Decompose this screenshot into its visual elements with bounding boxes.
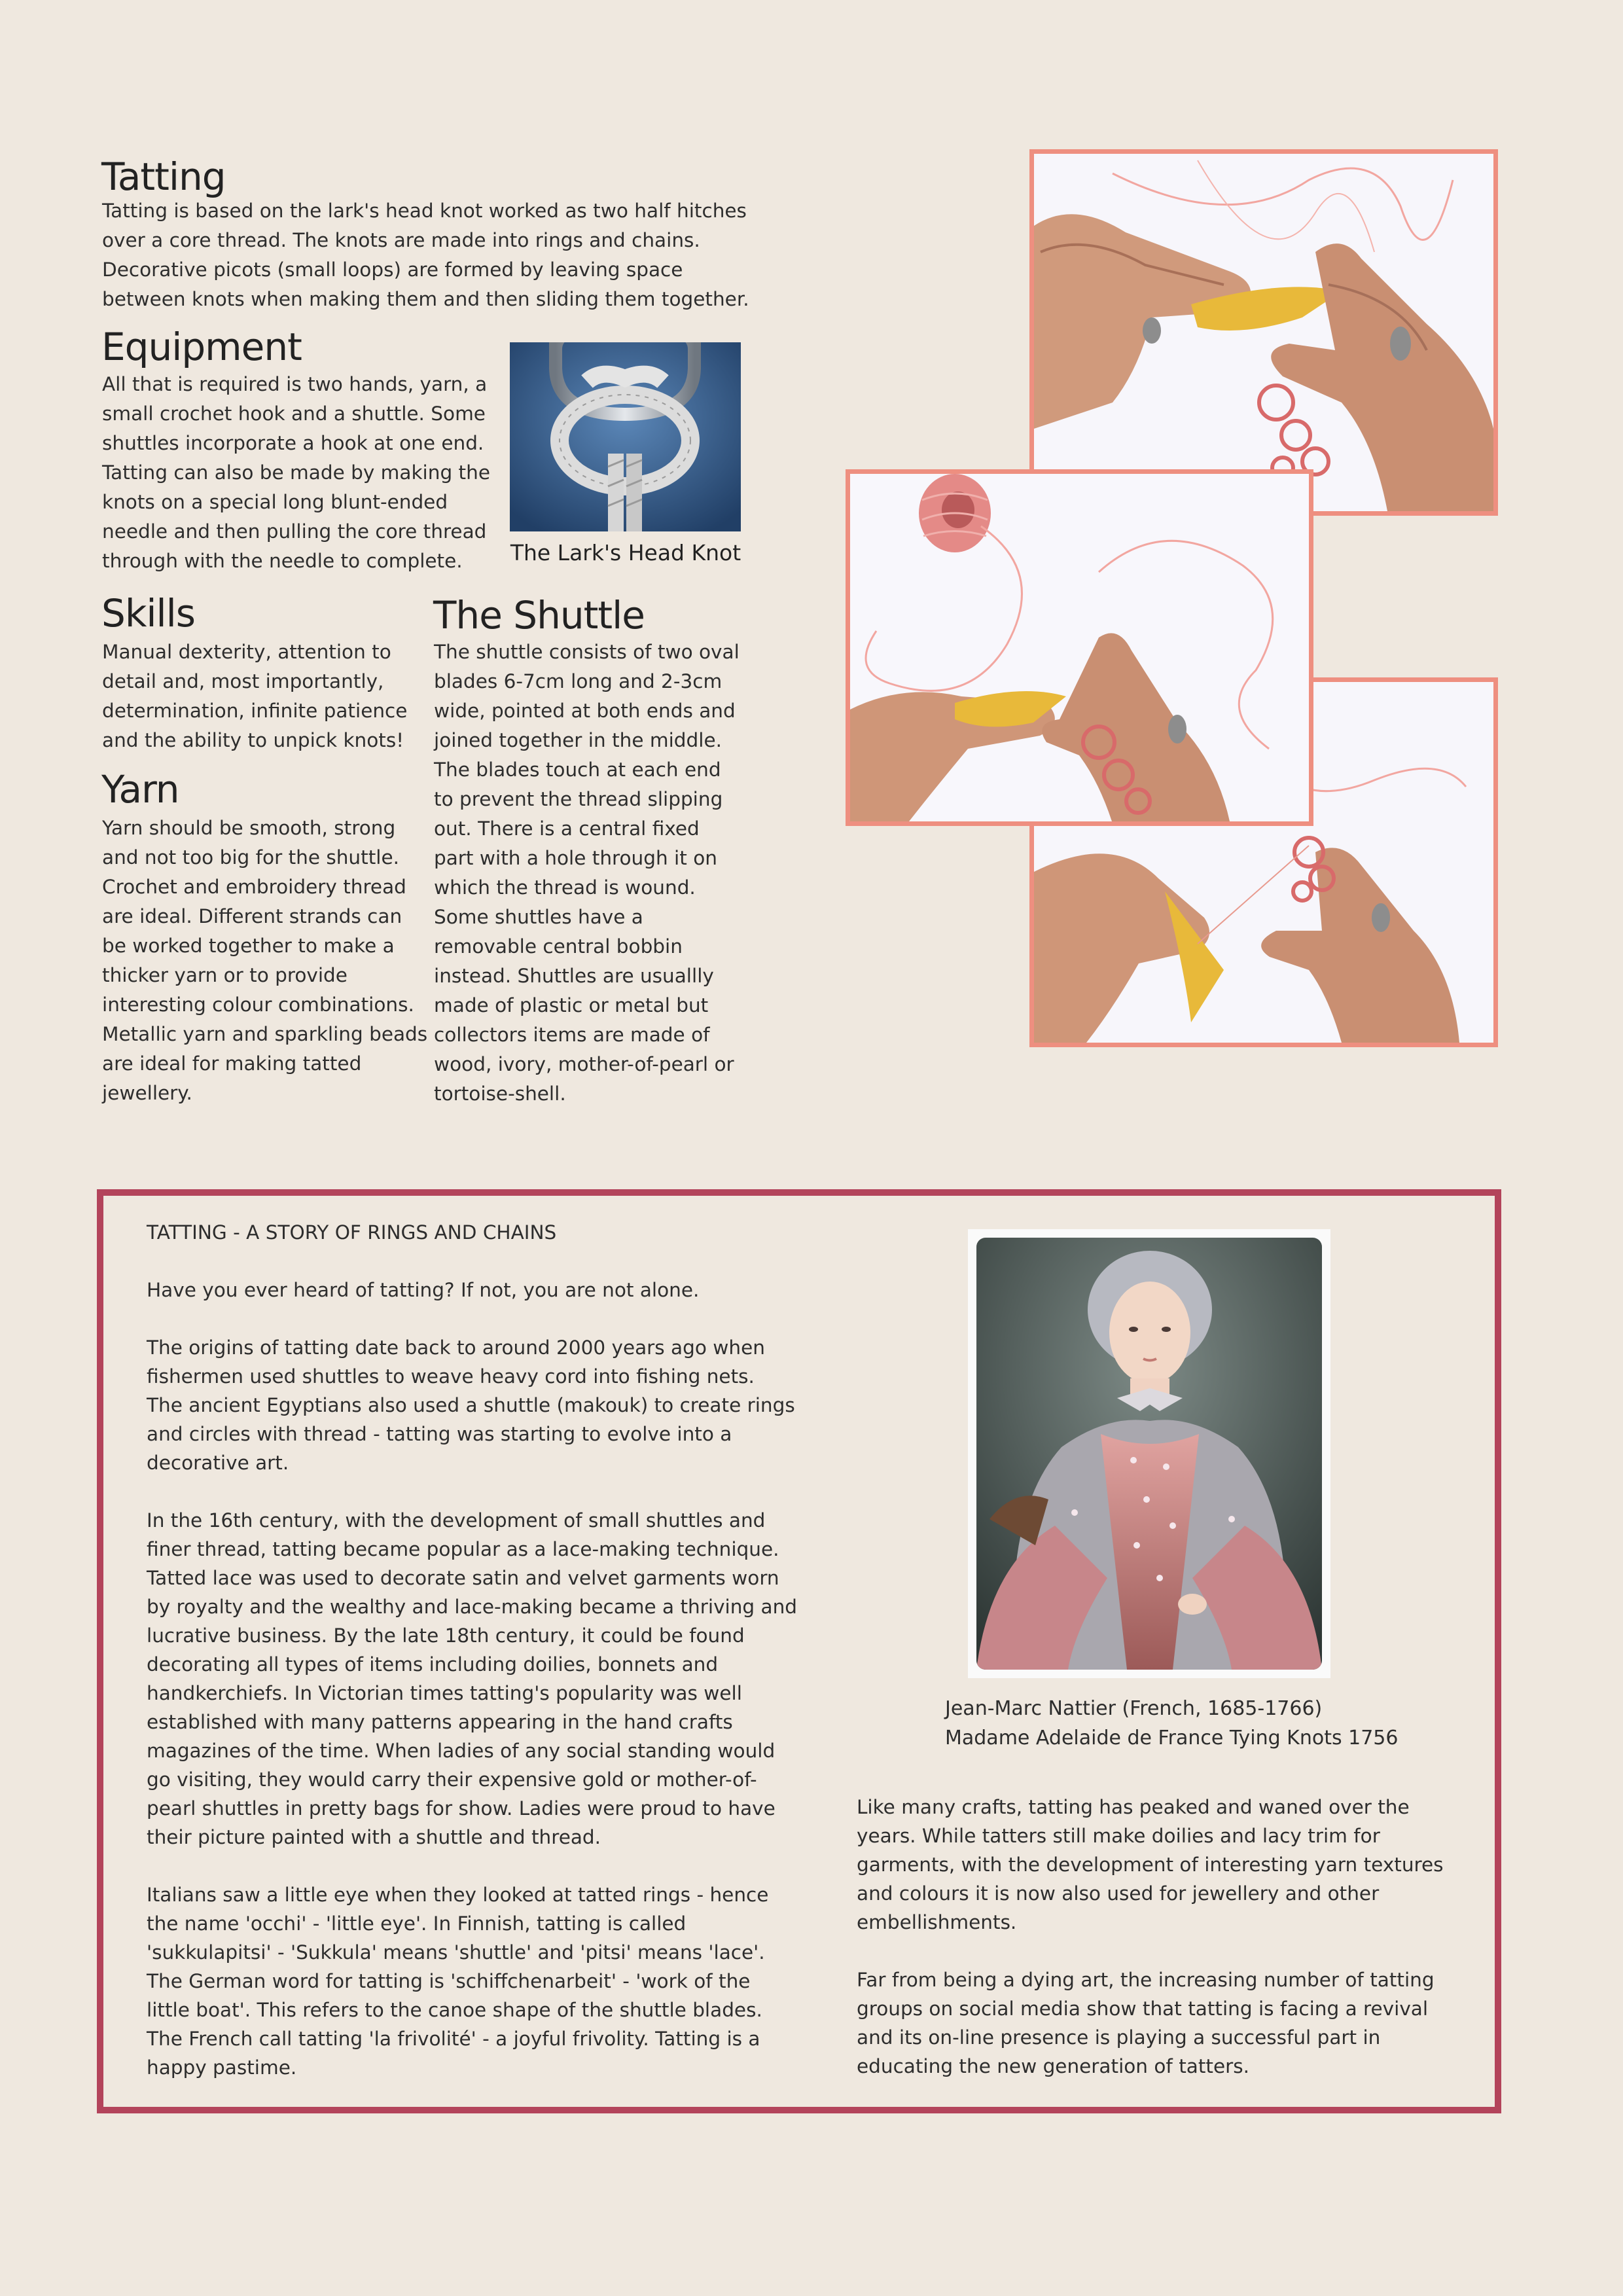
story-intro: Have you ever heard of tatting? If not, you are not alone.	[147, 1279, 700, 1301]
larks-head-caption: The Lark's Head Knot	[510, 540, 741, 565]
shuttle-heading: The Shuttle	[433, 593, 645, 637]
portrait-painting	[968, 1229, 1330, 1678]
tatting-heading: Tatting	[101, 154, 226, 199]
story-crafts-paragraph: Like many crafts, tatting has peaked and waned over the years. While tatters still make doilies and lacy trim for garments, with the development of interesting yarn textures and colours it is now also used for jewellery and other embellishments.	[857, 1796, 1444, 1933]
portrait-caption: Jean-Marc Nattier (French, 1685-1766) Madame Adelaide de France Tying Knots 1756	[945, 1697, 1399, 1749]
equipment-body: All that is required is two hands, yarn, a small crochet hook and a shuttle. Some shuttles incorporate a hook at one end. Tatting can also be made by making the knots on a special long blunt-ended needle and then pulling the core thread through with the needle to complete.	[102, 373, 490, 572]
skills-heading: Skills	[101, 591, 195, 636]
yarn-heading: Yarn	[101, 767, 179, 812]
skills-body: Manual dexterity, attention to detail and, most importantly, determination, infinite patience and the ability to unpick knots!	[102, 641, 408, 751]
tatting-photo-1	[1029, 149, 1498, 516]
story-names-paragraph: Italians saw a little eye when they looked at tatted rings - hence the name 'occhi' - 'little eye'. In Finnish, tatting is called 'sukkulapitsi' - 'Sukkula' means 'shuttle' and 'pitsi' means 'lace'. The German word for tatting is 'schiffchenarbeit' - 'work of the little boat'. This refers to the canoe shape of the shuttle blades. The French call tatting 'la frivolité' - a joyful frivolity. Tatting is a happy pastime.	[147, 1884, 769, 2079]
larks-head-knot-image	[510, 342, 741, 531]
tatting-photo-2	[846, 469, 1313, 826]
story-history-paragraph: In the 16th century, with the development of small shuttles and finer thread, tatting became popular as a lace-making technique. Tatted lace was used to decorate satin and velvet garments worn by royalty and the wealthy and lace-making became a thriving and lucrative business. By the late 18th century, it could be found decorating all types of items including doilies, bonnets and handkerchiefs. In Victorian times tatting's popularity was well established with many patterns appearing in the hand crafts magazines of the time. When ladies of any social standing would go visiting, they would carry their expensive gold or mother-of- pearl shuttles in pretty bags for show. Ladies were proud to have their picture painted with a shuttle and thread.	[147, 1509, 798, 1848]
story-revival-paragraph: Far from being a dying art, the increasing number of tatting groups on social media show that tatting is facing a revival and its on-line presence is playing a successful part in educating the new generation of tatters.	[857, 1969, 1435, 2077]
tatting-body: Tatting is based on the lark's head knot worked as two half hitches over a core thread. The knots are made into rings and chains. Decorative picots (small loops) are formed by leaving space between knots when making them and then sliding them together.	[102, 200, 749, 310]
equipment-heading: Equipment	[101, 325, 302, 369]
shuttle-body: The shuttle consists of two oval blades 6-7cm long and 2-3cm wide, pointed at both ends and joined together in the middle. The blades touch at each end to prevent the thread slipping out. There is a central fixed part with a hole through it on which the thread is wound. Some shuttles have a removable central bobbin instead. Shuttles are usuallly made of plastic or metal but collectors items are made of wood, ivory, mother-of-pearl or tortoise-shell.	[434, 641, 740, 1105]
yarn-body: Yarn should be smooth, strong and not too big for the shuttle. Crochet and embroidery thread are ideal. Different strands can be worked together to make a thicker yarn or to provide interesting colour combinations. Metallic yarn and sparkling beads are ideal for making tatted jewellery.	[102, 817, 428, 1104]
story-title: TATTING - A STORY OF RINGS AND CHAINS	[147, 1221, 557, 1244]
story-origins-paragraph: The origins of tatting date back to around 2000 years ago when fishermen used shuttles to weave heavy cord into fishing nets. The ancient Egyptians also used a shuttle (makouk) to create rings and circles with thread - tatting was starting to evolve into a decorative art.	[147, 1336, 795, 1474]
